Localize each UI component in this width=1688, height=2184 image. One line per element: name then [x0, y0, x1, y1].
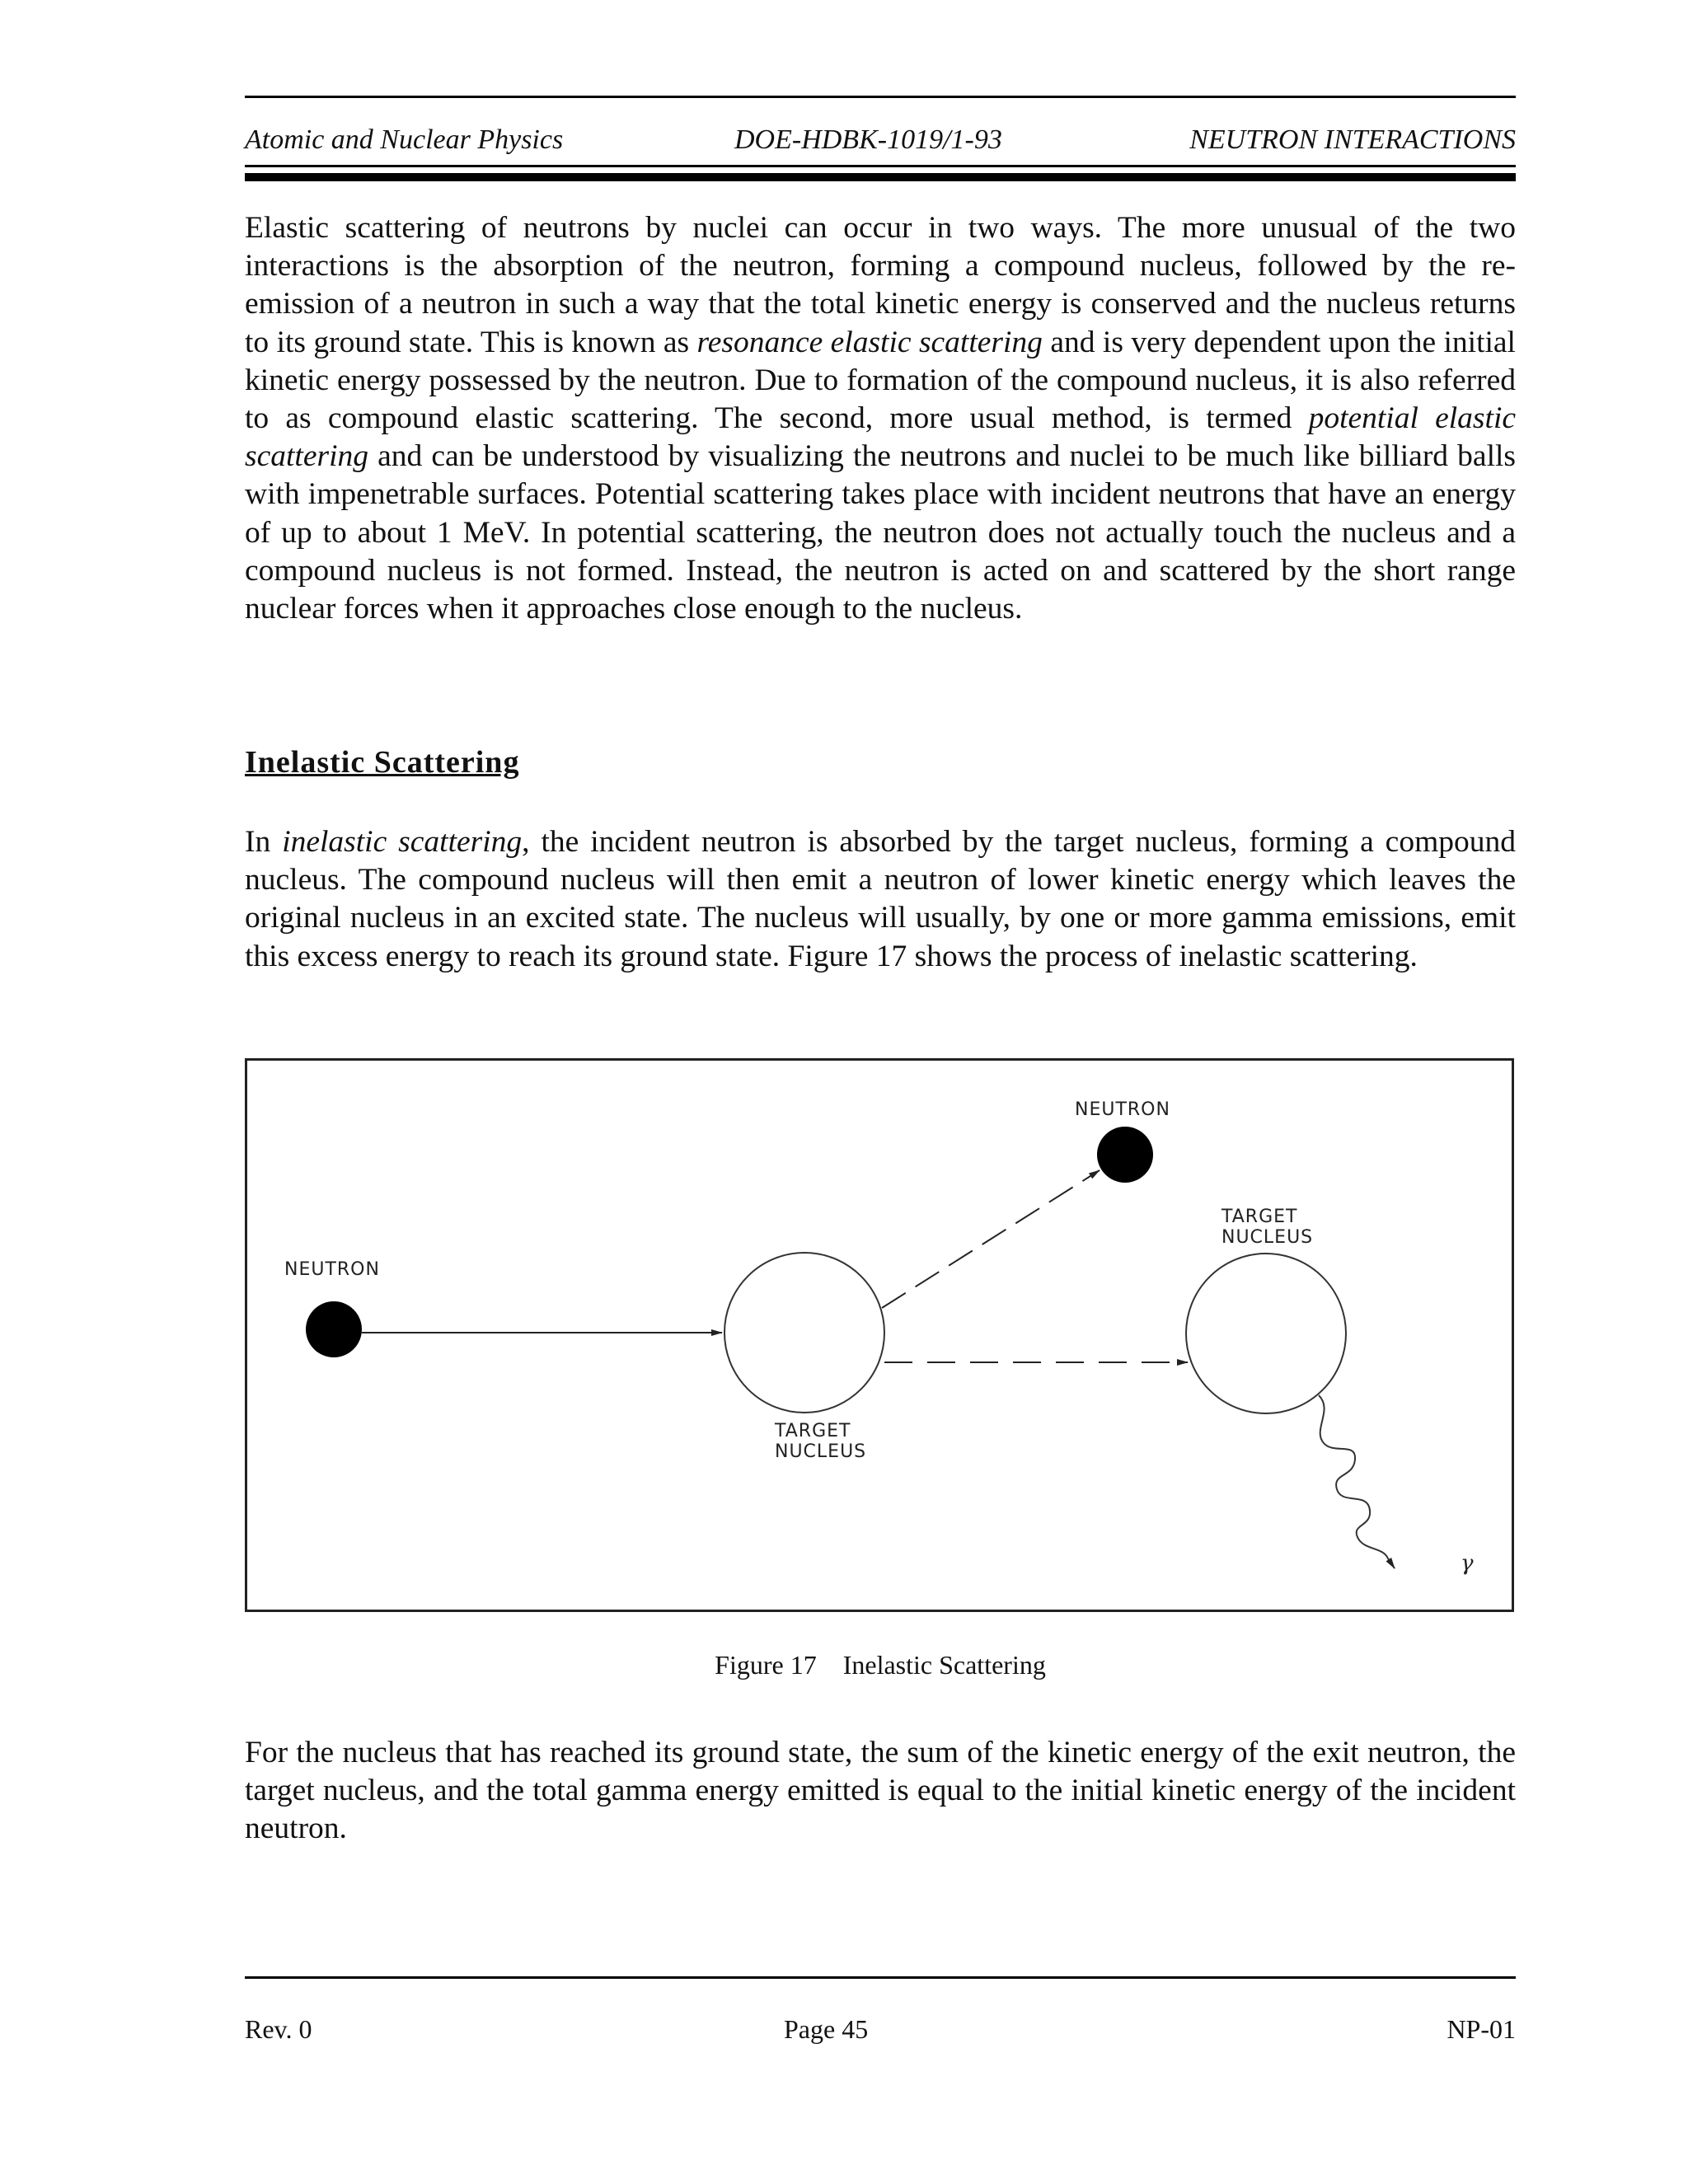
paragraph-inelastic-scattering: In inelastic scattering, the incident neutron is absorbed by the target nucleus, forming a compound nucleus. The compound nucleus will then emit a neutron of lower kinetic energy which leaves the original nucleus in an excited state. The nucleus will usually, by one or more gamma emissions, emit this excess energy to reach its ground state. Figure 17 shows the process of inelastic scattering. — [245, 825, 1516, 973]
header-left: Atomic and Nuclear Physics — [245, 124, 564, 155]
figure-caption-title: Inelastic Scattering — [842, 1650, 1046, 1680]
term-resonance-elastic-scattering: resonance elastic scattering — [696, 325, 1043, 359]
header-top-rule — [245, 96, 1516, 98]
figure-caption-number: Figure 17 — [715, 1650, 817, 1680]
term-inelastic-scattering: inelastic scattering — [282, 825, 523, 859]
exit-neutron-dot — [1097, 1127, 1153, 1183]
gamma-emission-wave — [1319, 1395, 1395, 1568]
exit-neutron-label: NEUTRON — [1075, 1099, 1170, 1120]
target-nucleus-circle — [724, 1253, 884, 1413]
incoming-neutron-dot — [306, 1301, 362, 1357]
target-nucleus-label-1: TARGET — [775, 1421, 851, 1441]
gamma-symbol: γ — [1461, 1551, 1474, 1576]
header-right: NEUTRON INTERACTIONS — [1189, 124, 1516, 155]
target-nucleus-label-2: NUCLEUS — [775, 1441, 867, 1462]
incoming-neutron-label: NEUTRON — [284, 1259, 380, 1280]
section-heading: Inelastic Scattering — [245, 745, 520, 780]
footer-doc-id: NP-01 — [1447, 2014, 1516, 2044]
inelastic-scattering-diagram — [247, 1061, 1517, 1615]
header-center: DOE-HDBK-1019/1-93 — [734, 124, 1002, 155]
figure-17-diagram — [245, 1058, 1514, 1612]
figure-caption — [245, 1650, 1516, 1680]
paragraph-elastic-scattering: Elastic scattering of neutrons by nuclei can occur in two ways. The more unusual of the two interactions is the absorption of the neutron, forming a compound nucleus, followed by the re-emission of a neutron in such a way that the total kinetic energy is conserved and the nucleus returns to its ground state. This is known as resonance elastic scattering and is very dependent upon the initial kinetic energy possessed by the neutron. Due to formation of the compound nucleus, it is also referred to as compound elastic scattering. The second, more usual method, is termed potential elastic scattering and can be understood by visualizing the neutrons and nuclei to be much like billiard balls with impenetrable surfaces. Potential scattering takes place with incident neutrons that have an energy of up to about 1 MeV. In potential scattering, the neutron does not actually touch the nucleus and a compound nucleus is not formed. Instead, the neutron is acted on and scattered by the short range nuclear forces when it approaches close enough to the nucleus. — [245, 211, 1517, 626]
recoil-nucleus-label-1: TARGET — [1221, 1207, 1298, 1227]
footer-page-number: Page 45 — [784, 2014, 869, 2044]
footer-revision: Rev. 0 — [245, 2014, 312, 2044]
term-potential-elastic-scattering: potential elastic scattering — [245, 401, 1517, 474]
footer-rule — [245, 1976, 1516, 1979]
recoil-nucleus-label-2: NUCLEUS — [1221, 1227, 1314, 1248]
header-thin-rule — [245, 165, 1516, 167]
header-thick-rule — [245, 173, 1516, 181]
recoil-nucleus-circle — [1186, 1254, 1346, 1413]
exit-neutron-path-arrow — [882, 1170, 1100, 1308]
paragraph-ground-state: For the nucleus that has reached its ground state, the sum of the kinetic energy of the exit neutron, the target nucleus, and the total gamma energy emitted is equal to the initial kinetic energy of the incident neutron. — [245, 1736, 1516, 1846]
